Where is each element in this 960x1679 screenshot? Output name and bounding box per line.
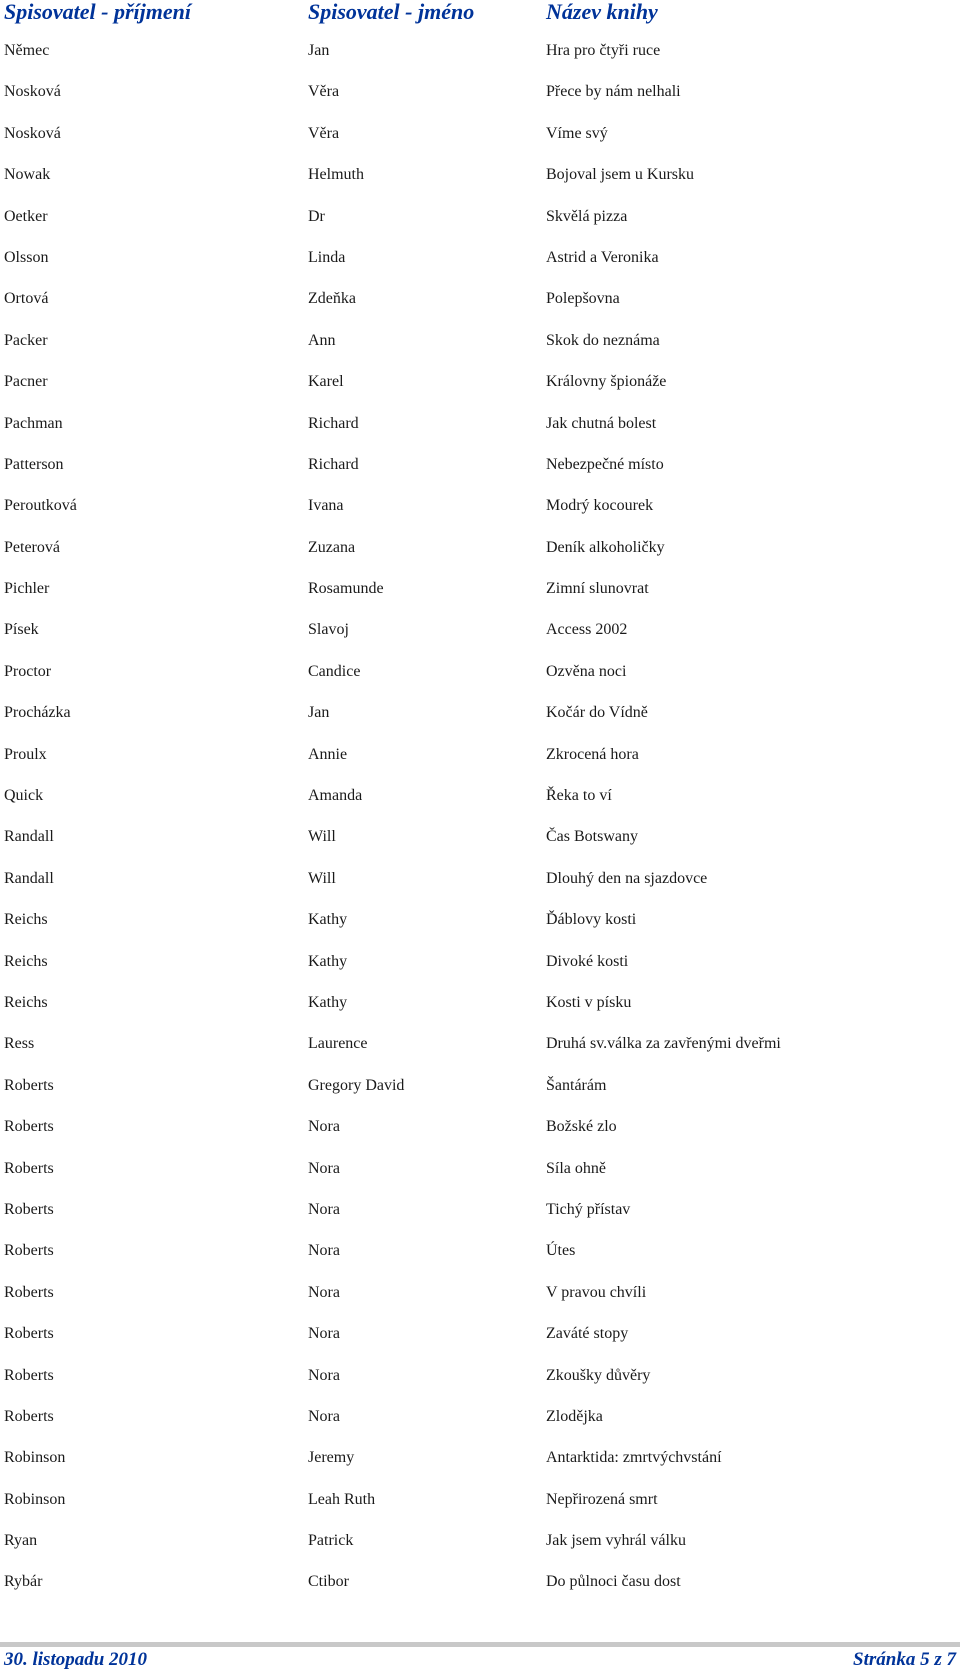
table-row [0, 1231, 960, 1272]
cell-book-title: Božské zlo [546, 1118, 617, 1136]
cell-author-surname: Peterová [4, 538, 60, 556]
cell-author-firstname: Nora [308, 1407, 340, 1425]
cell-author-surname: Roberts [4, 1159, 54, 1177]
cell-author-firstname: Annie [308, 745, 348, 763]
header-book-title: Název knihy [546, 0, 658, 24]
cell-book-title: Zkrocená hora [546, 745, 639, 763]
cell-author-firstname: Rosamunde [308, 580, 384, 598]
cell-author-firstname: Jan [308, 42, 330, 59]
cell-author-firstname: Dr [308, 207, 325, 225]
cell-book-title: Dlouhý den na sjazdovce [546, 869, 708, 887]
table-row [0, 1066, 960, 1107]
cell-book-title: Skok do neznáma [546, 331, 660, 349]
cell-author-surname: Ortová [4, 290, 49, 308]
cell-book-title: Čas Botswany [546, 828, 638, 846]
cell-author-surname: Reichs [4, 911, 48, 929]
cell-author-firstname: Kathy [308, 911, 348, 929]
table-row [0, 610, 960, 651]
cell-author-surname: Roberts [4, 1283, 54, 1301]
header-author-firstname: Spisovatel - jméno [308, 0, 475, 24]
footer-divider [0, 1642, 960, 1647]
header-author-surname: Spisovatel - příjmení [4, 0, 191, 24]
table-row [0, 404, 960, 445]
cell-book-title: Hra pro čtyři ruce [546, 42, 661, 59]
cell-author-surname: Roberts [4, 1200, 54, 1218]
cell-author-surname: Robinson [4, 1449, 66, 1467]
cell-author-surname: Proctor [4, 662, 52, 680]
cell-book-title: Víme svý [546, 124, 608, 142]
table-row [0, 321, 960, 362]
cell-book-title: Kosti v písku [546, 993, 632, 1011]
cell-book-title: Modrý kocourek [546, 497, 654, 515]
cell-author-firstname: Leah Ruth [308, 1490, 376, 1508]
table-row [0, 238, 960, 279]
cell-book-title: Polepšovna [546, 290, 620, 308]
cell-author-surname: Písek [4, 621, 39, 639]
cell-author-surname: Pichler [4, 580, 50, 598]
cell-author-firstname: Věra [308, 124, 340, 142]
cell-author-firstname: Kathy [308, 952, 348, 970]
cell-author-surname: Reichs [4, 993, 48, 1011]
table-row [0, 1024, 960, 1065]
table-row [0, 817, 960, 858]
table-row [0, 445, 960, 486]
cell-book-title: Jak chutná bolest [546, 414, 657, 432]
table-row [0, 735, 960, 776]
table-header [0, 0, 960, 26]
cell-author-firstname: Nora [308, 1200, 340, 1218]
cell-book-title: Antarktida: zmrtvýchvstání [546, 1449, 722, 1467]
cell-book-title: Astrid a Veronika [546, 248, 659, 266]
cell-author-surname: Nowak [4, 166, 51, 184]
cell-author-surname: Robinson [4, 1490, 66, 1508]
cell-author-surname: Roberts [4, 1118, 54, 1136]
table-row [0, 197, 960, 238]
cell-book-title: Divoké kosti [546, 952, 629, 970]
cell-author-surname: Roberts [4, 1076, 54, 1094]
cell-book-title: Druhá sv.válka za zavřenými dveřmi [546, 1035, 781, 1053]
table-row [0, 1397, 960, 1438]
table-row [0, 1107, 960, 1148]
cell-book-title: Řeka to ví [546, 787, 612, 805]
table-row [0, 114, 960, 155]
cell-author-firstname: Linda [308, 248, 346, 266]
cell-author-surname: Ress [4, 1035, 35, 1053]
cell-author-firstname: Nora [308, 1325, 340, 1343]
table-row [0, 1149, 960, 1190]
table-row [0, 859, 960, 900]
cell-author-surname: Quick [4, 787, 44, 805]
cell-author-firstname: Nora [308, 1159, 340, 1177]
table-body [0, 31, 960, 1604]
table-row [0, 528, 960, 569]
table-row [0, 693, 960, 734]
footer-page-number: Stránka 5 z 7 [853, 1649, 956, 1670]
cell-author-surname: Pachman [4, 414, 63, 432]
table-row [0, 1356, 960, 1397]
cell-book-title: Bojoval jsem u Kursku [546, 166, 694, 184]
cell-author-firstname: Will [308, 869, 336, 887]
cell-book-title: Ozvěna noci [546, 662, 627, 680]
cell-author-surname: Ryan [4, 1532, 38, 1550]
table-row [0, 983, 960, 1024]
table-row [0, 942, 960, 983]
cell-author-firstname: Ann [308, 331, 336, 349]
cell-author-firstname: Richard [308, 414, 359, 432]
cell-book-title: Kočár do Vídně [546, 704, 648, 722]
cell-book-title: Královny špionáže [546, 373, 667, 391]
cell-author-firstname: Nora [308, 1118, 340, 1136]
cell-book-title: Skvělá pizza [546, 207, 628, 225]
cell-book-title: Ďáblovy kosti [546, 911, 637, 929]
cell-author-firstname: Nora [308, 1366, 340, 1384]
cell-book-title: Tichý přístav [546, 1200, 631, 1218]
cell-book-title: Do půlnoci času dost [546, 1573, 681, 1591]
cell-author-firstname: Candice [308, 662, 361, 680]
cell-author-surname: Roberts [4, 1325, 54, 1343]
table-row [0, 1314, 960, 1355]
cell-author-firstname: Richard [308, 455, 359, 473]
cell-book-title: Síla ohně [546, 1159, 606, 1177]
cell-author-surname: Reichs [4, 952, 48, 970]
cell-author-firstname: Amanda [308, 787, 363, 805]
cell-book-title: Access 2002 [546, 621, 628, 639]
cell-author-firstname: Zdeňka [308, 290, 356, 308]
cell-book-title: Šantárám [546, 1076, 607, 1094]
cell-book-title: Zaváté stopy [546, 1325, 629, 1343]
cell-book-title: Útes [546, 1242, 576, 1260]
cell-author-firstname: Patrick [308, 1532, 354, 1550]
cell-author-firstname: Slavoj [308, 621, 349, 639]
table-row [0, 1190, 960, 1231]
cell-author-surname: Packer [4, 331, 48, 349]
table-row [0, 362, 960, 403]
cell-author-surname: Oetker [4, 207, 48, 225]
cell-author-surname: Procházka [4, 704, 71, 722]
cell-book-title: Přece by nám nelhali [546, 83, 681, 101]
cell-book-title: Jak jsem vyhrál válku [546, 1532, 686, 1550]
cell-author-surname: Pacner [4, 373, 48, 391]
table-row [0, 1521, 960, 1562]
table-row [0, 652, 960, 693]
cell-book-title: Nepřirozená smrt [546, 1490, 658, 1508]
table-row [0, 279, 960, 320]
table-row [0, 776, 960, 817]
cell-author-surname: Roberts [4, 1407, 54, 1425]
cell-author-surname: Randall [4, 869, 54, 887]
cell-author-surname: Němec [4, 42, 50, 59]
cell-author-firstname: Ivana [308, 497, 344, 515]
cell-book-title: Zimní slunovrat [546, 580, 649, 598]
cell-book-title: Nebezpečné místo [546, 455, 664, 473]
cell-author-surname: Randall [4, 828, 54, 846]
cell-author-firstname: Nora [308, 1283, 340, 1301]
cell-author-surname: Roberts [4, 1242, 54, 1260]
cell-author-firstname: Gregory David [308, 1076, 405, 1094]
cell-author-firstname: Kathy [308, 993, 348, 1011]
cell-author-firstname: Zuzana [308, 538, 356, 556]
cell-author-surname: Nosková [4, 124, 61, 142]
cell-author-firstname: Laurence [308, 1035, 368, 1053]
table-row [0, 900, 960, 941]
cell-author-surname: Patterson [4, 455, 64, 473]
footer-date: 30. listopadu 2010 [4, 1649, 148, 1670]
cell-book-title: V pravou chvíli [546, 1283, 647, 1301]
cell-author-firstname: Jan [308, 704, 330, 722]
cell-author-firstname: Jeremy [308, 1449, 355, 1467]
cell-author-surname: Nosková [4, 83, 61, 101]
cell-book-title: Zkoušky důvěry [546, 1366, 651, 1384]
table-row [0, 1562, 960, 1603]
cell-author-firstname: Helmuth [308, 166, 364, 184]
cell-author-firstname: Will [308, 828, 336, 846]
cell-author-firstname: Nora [308, 1242, 340, 1260]
cell-book-title: Zlodějka [546, 1407, 603, 1425]
cell-author-surname: Peroutková [4, 497, 77, 515]
cell-author-surname: Olsson [4, 248, 49, 266]
table-row [0, 486, 960, 527]
cell-author-firstname: Karel [308, 373, 344, 391]
table-row [0, 1480, 960, 1521]
cell-author-surname: Roberts [4, 1366, 54, 1384]
table-row [0, 72, 960, 113]
cell-author-surname: Rybár [4, 1573, 43, 1591]
cell-author-surname: Proulx [4, 745, 47, 763]
table-row [0, 569, 960, 610]
table-row [0, 155, 960, 196]
table-row [0, 31, 960, 72]
cell-author-firstname: Věra [308, 83, 340, 101]
table-row [0, 1438, 960, 1479]
table-row [0, 1273, 960, 1314]
cell-book-title: Deník alkoholičky [546, 538, 665, 556]
cell-author-firstname: Ctibor [308, 1573, 349, 1591]
